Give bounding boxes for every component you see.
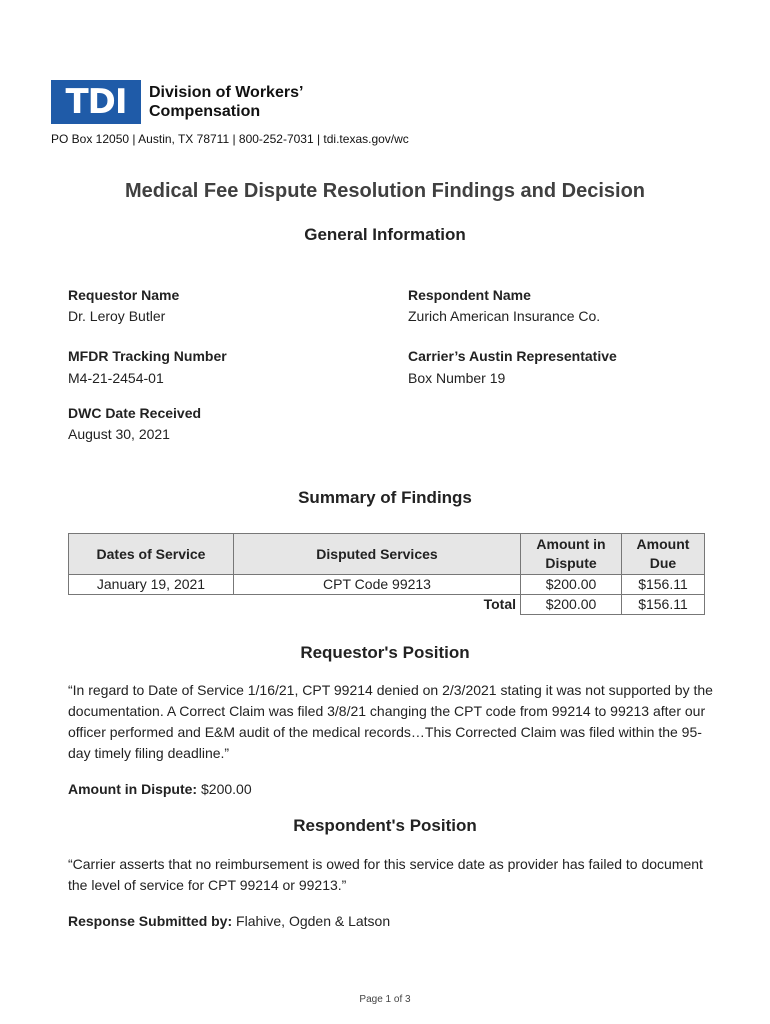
- requestor-name-value: Dr. Leroy Butler: [68, 308, 166, 324]
- tdi-logo-mark: TDI: [51, 80, 141, 124]
- respondent-name-label: Respondent Name: [408, 287, 531, 303]
- carrier-representative-value: Box Number 19: [408, 370, 506, 386]
- amount-in-dispute-line: [68, 779, 718, 800]
- respondent-position-quote: “Carrier asserts that no reimbursement is owed for this service date as provider has failed to document the level of service for CPT 99214 or 99213.”: [68, 856, 703, 893]
- page-number: Page 1 of 3: [359, 994, 411, 1005]
- carrier-representative-label: Carrier’s Austin Representative: [408, 348, 617, 364]
- amount-in-dispute-value: $200.00: [201, 781, 252, 797]
- header-disputed-services: Disputed Services: [234, 534, 521, 575]
- table-total-row: [69, 595, 705, 615]
- requestor-position-heading: Requestor's Position: [300, 643, 470, 662]
- division-line-1: Division of Workers’: [149, 84, 304, 101]
- findings-table: [68, 533, 705, 615]
- tdi-logo: [51, 80, 303, 124]
- response-submitted-label: Response Submitted by:: [68, 913, 233, 929]
- tracking-number-label: MFDR Tracking Number: [68, 348, 227, 364]
- total-due-amount: $156.11: [622, 595, 705, 615]
- general-information-heading: General Information: [304, 225, 466, 244]
- row-service: CPT Code 99213: [234, 575, 521, 595]
- header-amount-due: Amount Due: [622, 534, 705, 575]
- amount-in-dispute-label: Amount in Dispute:: [68, 781, 198, 797]
- header-dates-of-service: Dates of Service: [69, 534, 234, 575]
- row-dispute-amount: $200.00: [521, 575, 622, 595]
- date-received-label: DWC Date Received: [68, 405, 202, 421]
- row-due-amount: $156.11: [622, 575, 705, 595]
- summary-of-findings-heading: Summary of Findings: [298, 488, 472, 507]
- tracking-number-value: M4-21-2454-01: [68, 370, 164, 386]
- requestor-name-label: Requestor Name: [68, 287, 180, 303]
- response-submitted-line: [68, 911, 718, 932]
- requestor-position-quote: “In regard to Date of Service 1/16/21, CPT 99214 denied on 2/3/2021 stating it was not supported by the documentation. A Correct Claim was filed 3/8/21 changing the CPT code from 99214 to 99213 after our officer performed and E&M audit of the medical records…This Corrected Claim was filed within the 95-day timely filing deadline.”: [68, 682, 713, 761]
- respondent-position-heading: Respondent's Position: [293, 816, 477, 835]
- total-dispute-amount: $200.00: [521, 595, 622, 615]
- respondent-name-value: Zurich American Insurance Co.: [408, 308, 601, 324]
- total-spacer: [69, 595, 234, 615]
- row-date: January 19, 2021: [69, 575, 234, 595]
- header-amount-in-dispute: Amount in Dispute: [521, 534, 622, 575]
- document-title: Medical Fee Dispute Resolution Findings and Decision: [124, 180, 646, 202]
- division-line-2: Compensation: [149, 103, 261, 120]
- table-row: [69, 575, 705, 595]
- contact-info: PO Box 12050 | Austin, TX 78711 | 800-252-7031 | tdi.texas.gov/wc: [51, 132, 409, 146]
- table-header-row: [69, 534, 705, 575]
- date-received-value: August 30, 2021: [68, 426, 170, 442]
- total-label: Total: [483, 596, 516, 613]
- division-name: [149, 83, 303, 121]
- response-submitted-value: Flahive, Ogden & Latson: [236, 913, 391, 929]
